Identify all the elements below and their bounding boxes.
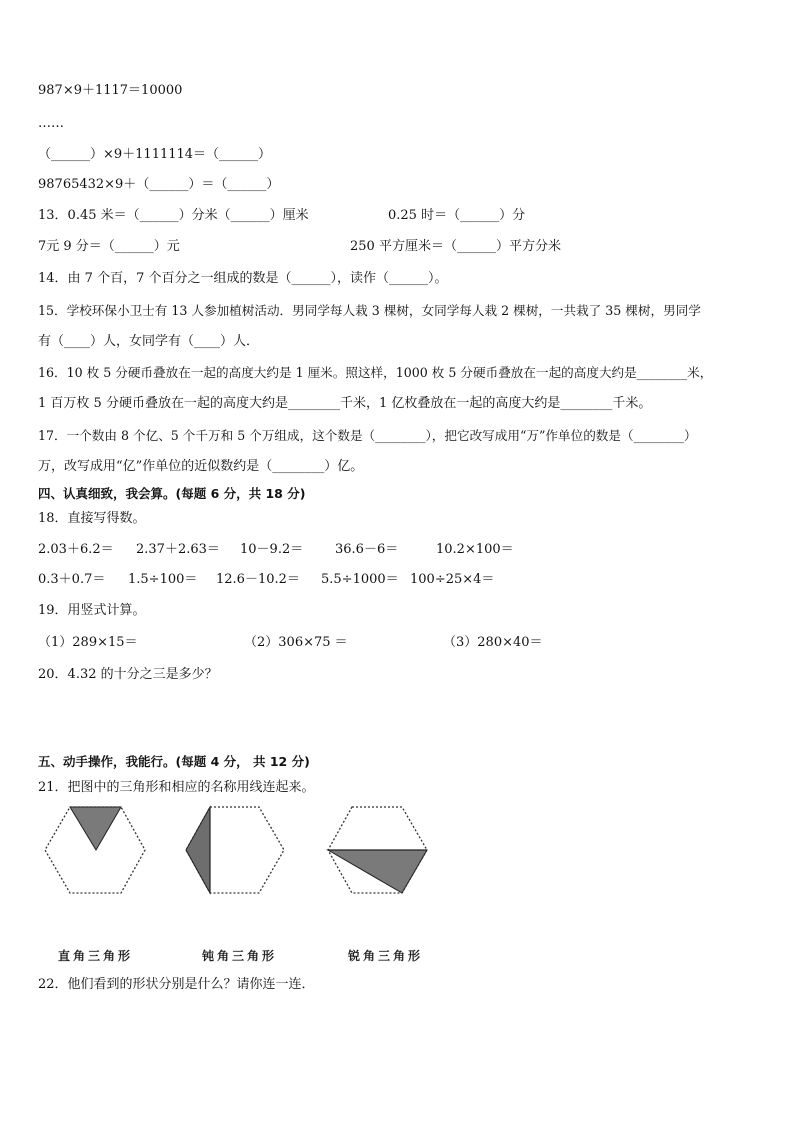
question-15-line-2: 有（____）人，女同学有（____）人． [38,334,260,349]
q18-item: 2.37＋2.63＝ [136,542,220,557]
q18-item: 1.5÷100＝ [128,572,198,587]
section-5-heading: 五、动手操作，我能行。(每题 4 分， 共 12 分) [38,754,310,769]
question-22: 22．他们看到的形状分别是什么？请你连一连． [38,977,315,992]
equation-line-4: 98765432×9＋（______）＝（______） [38,177,280,192]
q13-area-conversion: 250 平方厘米＝（______）平方分米 [350,239,561,254]
question-17-line-1: 17．一个数由 8 个亿、5 个千万和 5 个万组成，这个数是（________），把它改写成用“万”作单位的数是（________） [38,428,697,443]
q13-length-conversion: 13．0.45 米＝（______）分米（______）厘米 [38,208,309,223]
q19-item: （2）306×75 ＝ [244,635,348,650]
q13-money-conversion: 7元 9 分＝（______）元 [38,239,180,254]
q18-item: 36.6－6＝ [335,542,399,557]
question-17-line-2: 万，改写成用“亿”作单位的近似数约是（________）亿。 [38,459,364,474]
equation-line-1: 987×9＋1117＝10000 [38,83,183,98]
question-14: 14．由 7 个百，7 个百分之一组成的数是（______），读作（______）。 [38,271,448,286]
question-15-line-1: 15．学校环保小卫士有 13 人参加植树活动．男同学每人栽 3 棵树，女同学每人栽 2 棵树，一共栽了 35 棵树，男同学 [38,303,701,318]
question-19: 19．用竖式计算。 [38,603,146,618]
question-20: 20．4.32 的十分之三是多少？ [38,667,218,682]
hexagon-obtuse-triangle [186,807,284,893]
label-acute-triangle: 锐角三角形 [348,949,424,963]
hexagon-right-triangle [45,807,145,893]
question-16-line-2: 1 百万枚 5 分硬币叠放在一起的高度大约是________千米，1 亿枚叠放在一起的高度大约是________千米。 [38,396,652,411]
q18-item: 2.03＋6.2＝ [38,542,114,557]
q18-item: 10－9.2＝ [240,542,304,557]
question-18: 18．直接写得数。 [38,511,146,526]
question-16-line-1: 16．10 枚 5 分硬币叠放在一起的高度大约是 1 厘米。照这样，1000 枚 5 分硬币叠放在一起的高度大约是________米， [38,365,713,380]
q18-item: 10.2×100＝ [436,542,514,557]
q19-item: （1）289×15＝ [38,635,138,650]
question-21: 21．把图中的三角形和相应的名称用线连起来。 [38,780,315,795]
q18-item: 5.5÷1000＝ [321,572,399,587]
label-obtuse-triangle: 钝角三角形 [202,949,278,963]
q19-item: （3）280×40＝ [443,635,543,650]
label-right-triangle: 直角三角形 [58,949,134,963]
q13-time-conversion: 0.25 时＝（______）分 [388,208,526,223]
q18-item: 100÷25×4＝ [410,572,495,587]
q18-item: 0.3＋0.7＝ [38,572,106,587]
ellipsis-line: …… [38,116,64,131]
equation-line-3: （______）×9＋1111114＝（______） [38,147,272,162]
q18-item: 12.6－10.2＝ [216,572,300,587]
hexagon-acute-triangle [328,807,427,893]
section-4-heading: 四、认真细致，我会算。(每题 6 分，共 18 分) [38,486,306,501]
